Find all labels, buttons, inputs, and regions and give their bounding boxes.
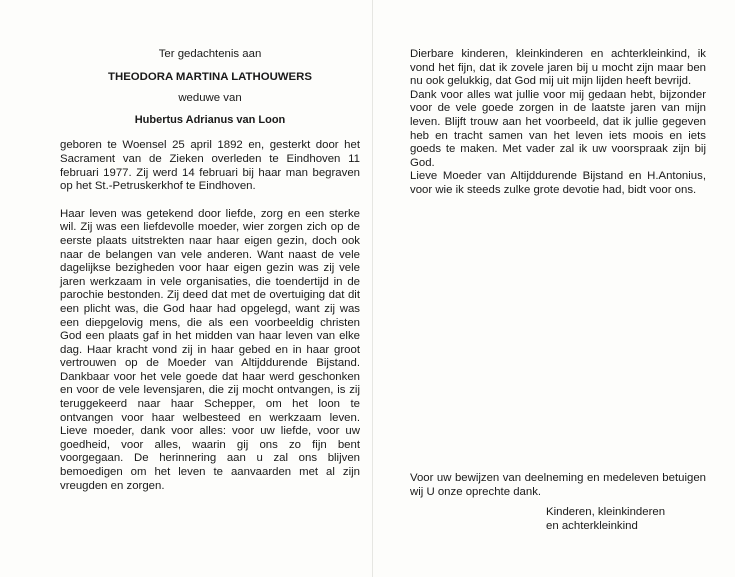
left-column — [60, 48, 360, 507]
tribute-paragraph: Haar leven was getekend door liefde, zorg en een sterke wil. Zij was een liefdevolle moeder, wier zorgen zich op de eerste plaats uitstrekten naar haar eigen gezin, doch ook naar de belangen van vele anderen. Want naast de vele dagelijkse bezigheden voor haar eigen gezin was zij vele jaren werkzaam in vele organisaties, die toendertijd in de parochie bestonden. Zij deed dat met de overtuiging dat dit een plicht was, die God haar had opgelegd, want zij was een diepgelovig mens, die als een voorbeeldig christen God een plaats gaf in het midden van haar leven van elke dag. Haar kracht vond zij in haar gebed en in haar groot vertrouwen op de Moeder van Altijddurende Bijstand. Dankbaar voor het vele goede dat haar werd geschonken en voor de vele levensjaren, die zij mocht ontvangen, is zij teruggekeerd naar haar Schepper, om het loon te ontvangen voor haar welbesteed en werkzaam leven. Lieve moeder, dank voor alles: voor uw liefde, voor uw goedheid, voor alles, waarin gij ons zo fijn bent voorgegaan. De herinnering aan u zal ons blijven bemoedigen om het leven te aanvaarden met al zijn vreugden en zorgen. — [60, 207, 360, 492]
biography-paragraph: geboren te Woensel 25 april 1892 en, gesterkt door het Sacrament van de Zieken overleden te Eindhoven 11 februari 1977. Zij werd 14 februari bij haar man begraven op het St.-Petruskerkhof te Eindhoven. — [60, 139, 360, 193]
widow-of-label: weduwe van — [178, 92, 242, 105]
signature-line-2: en achterkleinkind — [546, 519, 638, 532]
fold-line — [372, 0, 373, 577]
gratitude-paragraph: Dank voor alles wat jullie voor mij gedaan hebt, bijzonder voor de vele goede zorgen in de laatste jaren van mijn leven. Blijft trouw aan het voorbeeld, dat ik jullie gegeven heb en tracht samen van het leven iets moois en iets goeds te maken. Met vader zal ik uw voorspraak zijn bij God. — [410, 88, 706, 169]
farewell-paragraph: Dierbare kinderen, kleinkinderen en achterkleinkind, ik vond het fijn, dat ik zovele jaren bij u mocht zijn maar ben nu ook gelukkig, dat God mij uit mijn lijden heeft bevrijd. — [410, 48, 706, 88]
deceased-name: THEODORA MARTINA LATHOUWERS — [108, 70, 312, 83]
right-column — [410, 48, 706, 212]
thanks-text: Voor uw bewijzen van deelneming en medeleven betuigen wij U onze oprechte dank. — [410, 472, 706, 498]
signature-line-1: Kinderen, kleinkinderen — [546, 506, 666, 518]
spouse-name: Hubertus Adrianus van Loon — [134, 113, 286, 126]
signature-block — [546, 506, 706, 533]
memorial-heading: Ter gedachtenis aan — [158, 48, 262, 60]
prayer-paragraph: Lieve Moeder van Altijddurende Bijstand en H.Antonius, voor wie ik steeds zulke grote devotie had, bidt voor ons. — [410, 170, 706, 196]
